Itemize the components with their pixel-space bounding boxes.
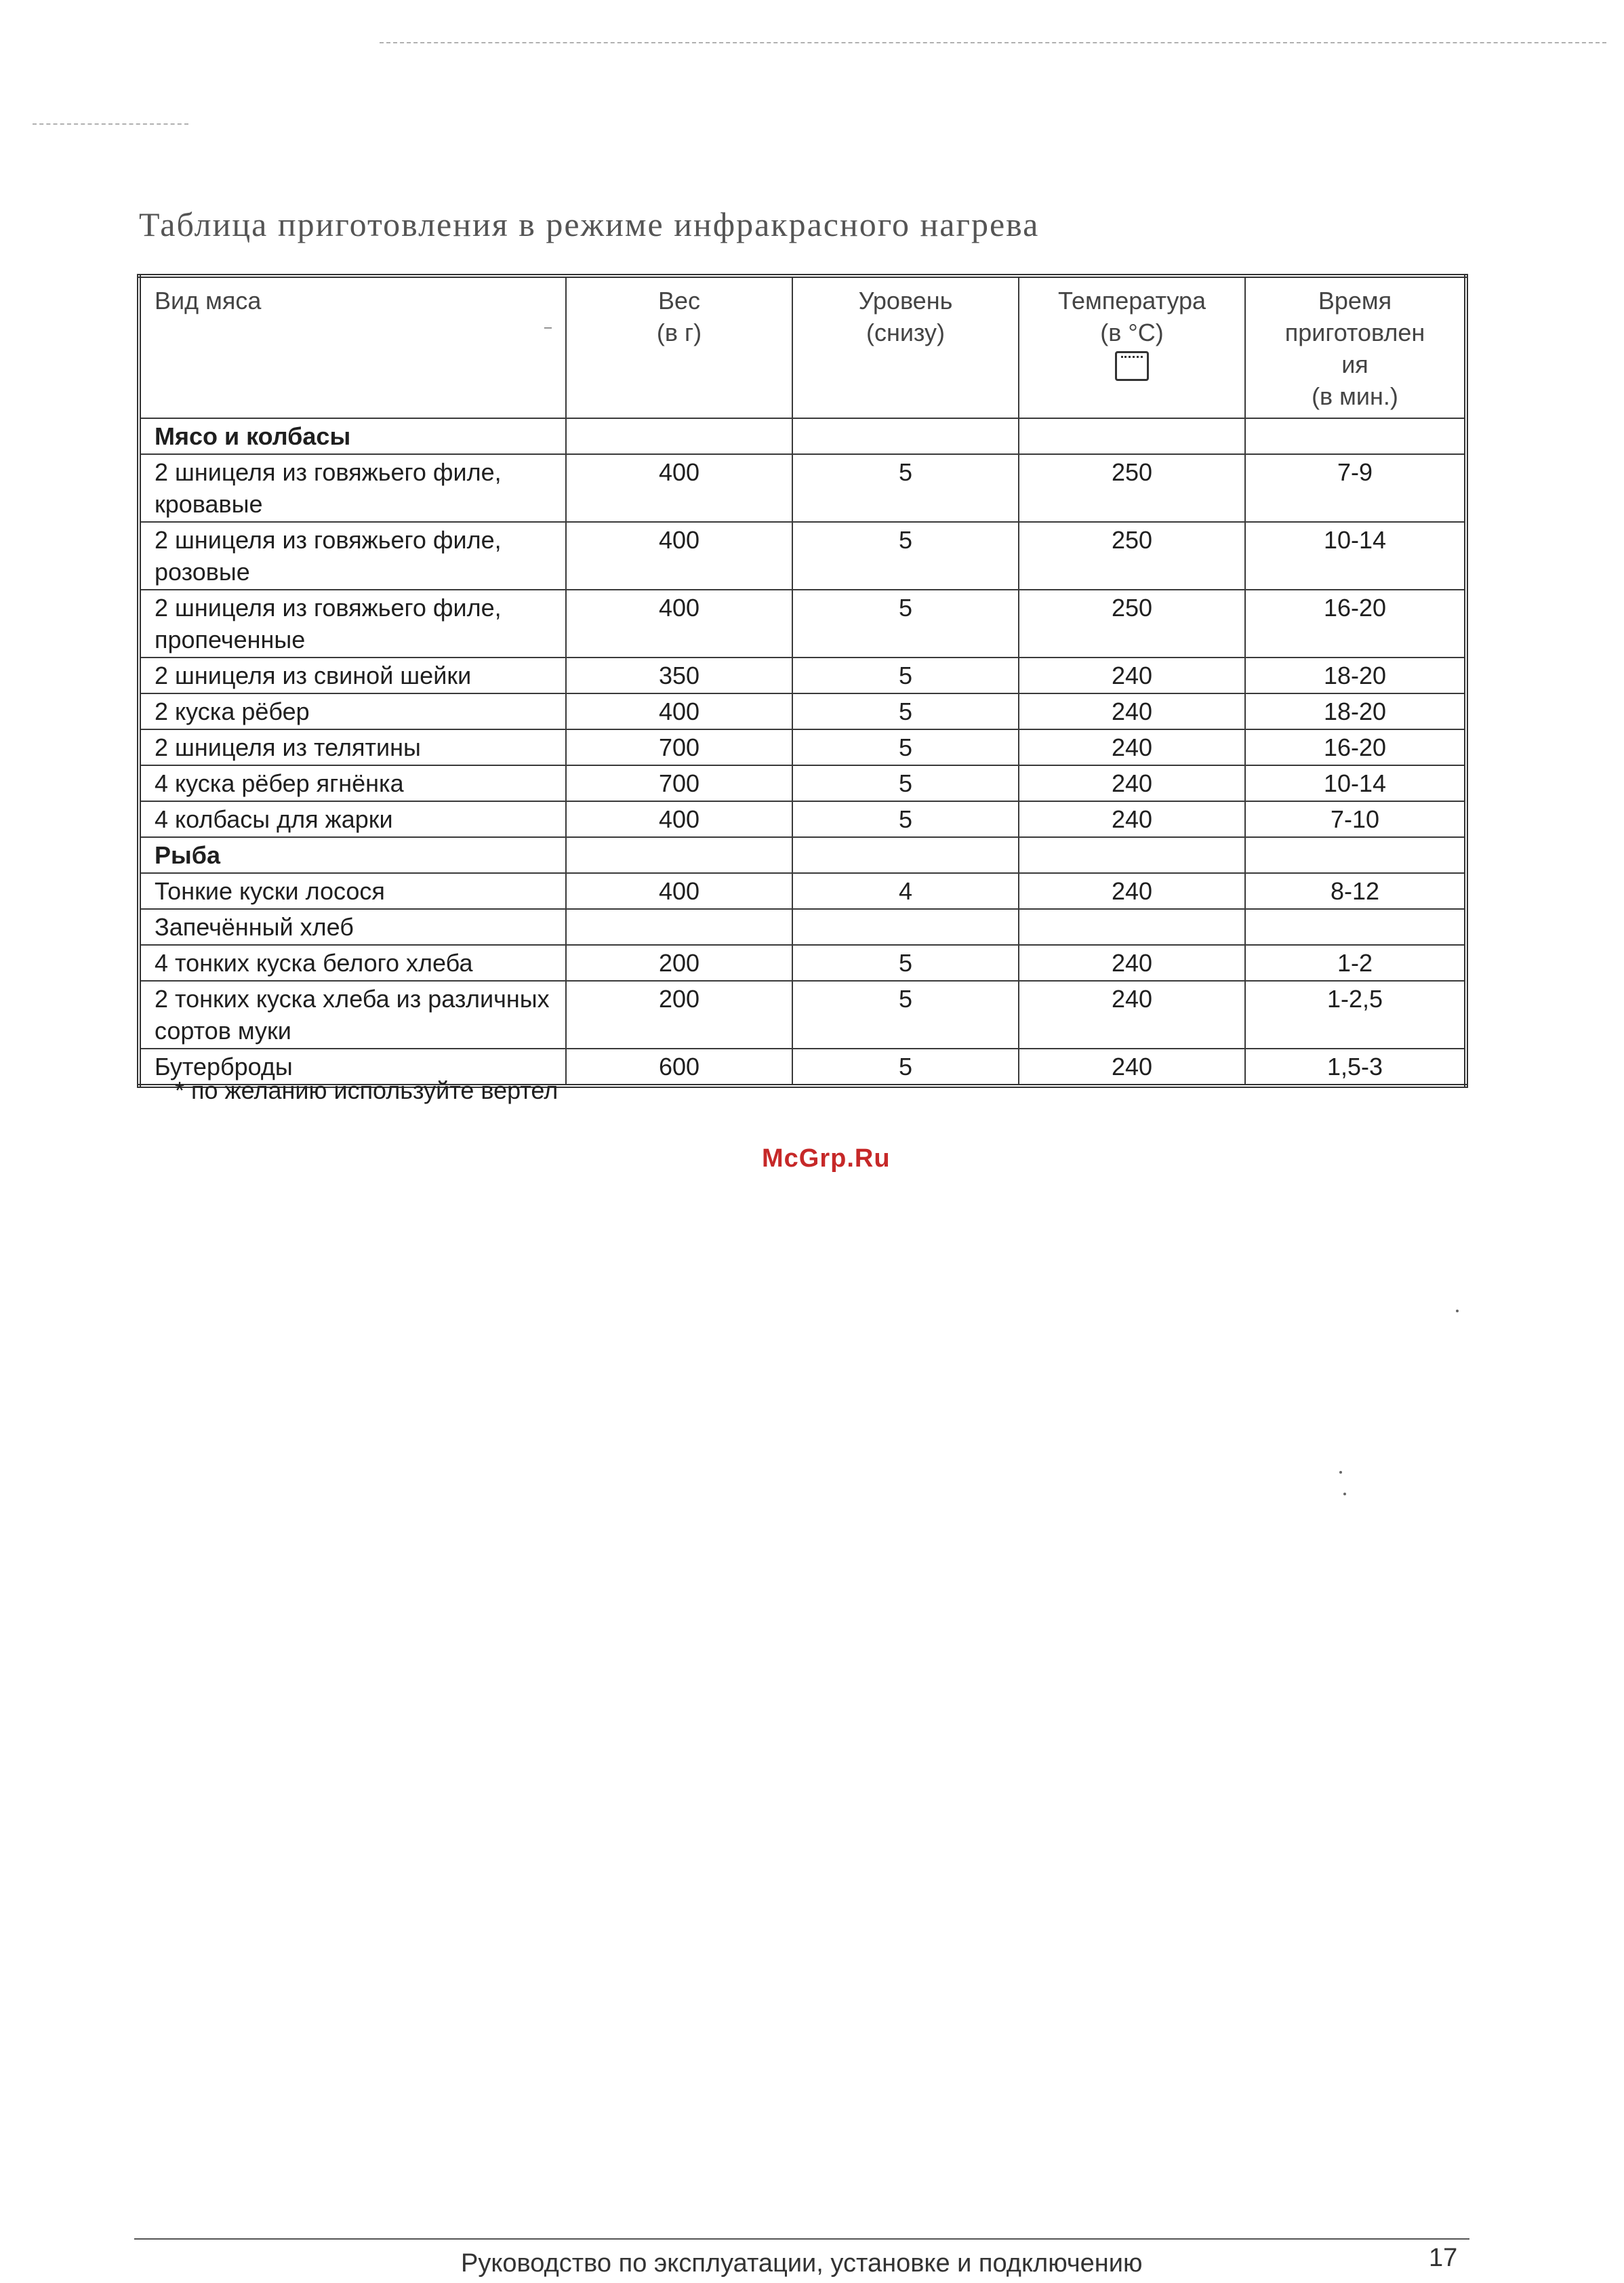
cell-temperature: 240 — [1019, 765, 1245, 801]
cell-food-name: 2 шницеля из говяжьего филе, пропеченные — [139, 590, 566, 658]
cell-food-name: 4 колбасы для жарки — [139, 801, 566, 837]
cell-level: 5 — [792, 1049, 1019, 1086]
table-body — [139, 418, 1466, 1086]
cell-time — [1245, 909, 1466, 945]
cell-temperature: 240 — [1019, 873, 1245, 909]
cell-weight — [566, 418, 792, 454]
cell-time — [1245, 418, 1466, 454]
cell-food-name: Запечённый хлеб — [139, 909, 566, 945]
table-row — [139, 945, 1466, 981]
cell-level — [792, 909, 1019, 945]
cell-food-name: Бутерброды — [139, 1049, 566, 1086]
table-header-row — [139, 276, 1466, 418]
cell-weight — [566, 837, 792, 873]
table-row — [139, 590, 1466, 658]
cell-temperature — [1019, 909, 1245, 945]
cell-time: 10-14 — [1245, 765, 1466, 801]
cell-temperature: 240 — [1019, 801, 1245, 837]
cell-time: 7-10 — [1245, 801, 1466, 837]
page-title: Таблица приготовления в режиме инфракрасного нагрева — [139, 205, 1040, 243]
cell-weight — [566, 909, 792, 945]
cell-time: 16-20 — [1245, 590, 1466, 658]
table-row — [139, 729, 1466, 765]
cell-food-name: Рыба — [139, 837, 566, 873]
cell-weight: 200 — [566, 945, 792, 981]
cell-time: 18-20 — [1245, 658, 1466, 693]
cell-weight: 400 — [566, 873, 792, 909]
table-section-row — [139, 837, 1466, 873]
cell-weight: 400 — [566, 590, 792, 658]
watermark: McGrp.Ru — [762, 1144, 891, 1173]
cell-weight: 350 — [566, 658, 792, 693]
scan-artifact-line — [380, 42, 1606, 43]
table-row — [139, 801, 1466, 837]
cell-level: 4 — [792, 873, 1019, 909]
table-row — [139, 909, 1466, 945]
cell-temperature: 250 — [1019, 522, 1245, 590]
table-row — [139, 981, 1466, 1049]
cell-temperature: 240 — [1019, 729, 1245, 765]
cell-temperature: 250 — [1019, 590, 1245, 658]
cell-level — [792, 418, 1019, 454]
footnote: * по желанию используйте вертел — [175, 1076, 559, 1104]
cell-weight: 700 — [566, 765, 792, 801]
cell-time: 1,5-3 — [1245, 1049, 1466, 1086]
scan-artifact-line — [33, 123, 188, 125]
cell-food-name: 2 шницеля из свиной шейки — [139, 658, 566, 693]
cell-food-name: 4 тонких куска белого хлеба — [139, 945, 566, 981]
cell-level: 5 — [792, 765, 1019, 801]
oven-grill-icon — [1115, 351, 1149, 381]
scan-speck — [1343, 1493, 1346, 1495]
cell-food-name: 2 шницеля из говяжьего филе, кровавые — [139, 454, 566, 522]
cell-level: 5 — [792, 522, 1019, 590]
cell-level: 5 — [792, 693, 1019, 729]
cooking-table — [137, 274, 1468, 1088]
cell-time: 1-2 — [1245, 945, 1466, 981]
cell-temperature — [1019, 418, 1245, 454]
table-row — [139, 454, 1466, 522]
cell-food-name: 2 шницеля из телятины — [139, 729, 566, 765]
cell-weight: 400 — [566, 522, 792, 590]
cell-level: 5 — [792, 945, 1019, 981]
cell-level: 5 — [792, 590, 1019, 658]
cell-level: 5 — [792, 729, 1019, 765]
cell-weight: 600 — [566, 1049, 792, 1086]
footer-divider — [134, 2238, 1469, 2240]
cell-temperature: 240 — [1019, 945, 1245, 981]
cell-level: 5 — [792, 658, 1019, 693]
cell-time: 7-9 — [1245, 454, 1466, 522]
cell-time: 18-20 — [1245, 693, 1466, 729]
header-temperature-label: Температура (в °C) — [1057, 287, 1206, 346]
cell-time: 16-20 — [1245, 729, 1466, 765]
cell-temperature: 240 — [1019, 981, 1245, 1049]
cell-time: 8-12 — [1245, 873, 1466, 909]
cell-food-name: Тонкие куски лосося — [139, 873, 566, 909]
cell-food-name: Мясо и колбасы — [139, 418, 566, 454]
cell-level: 5 — [792, 981, 1019, 1049]
cell-time: 1-2,5 — [1245, 981, 1466, 1049]
tick-mark: – — [544, 320, 552, 335]
cell-food-name: 2 шницеля из говяжьего филе, розовые — [139, 522, 566, 590]
cell-level: 5 — [792, 454, 1019, 522]
cell-food-name: 2 куска рёбер — [139, 693, 566, 729]
page-number: 17 — [1429, 2244, 1458, 2272]
footer-text: Руководство по эксплуатации, установке и подключению — [461, 2249, 1143, 2278]
table-row — [139, 693, 1466, 729]
scan-speck — [1339, 1471, 1342, 1474]
header-meat-type-label: Вид мяса — [155, 287, 262, 315]
cell-food-name: 4 куска рёбер ягнёнка — [139, 765, 566, 801]
table-row — [139, 873, 1466, 909]
header-level: Уровень (снизу) — [792, 276, 1019, 418]
table-row — [139, 522, 1466, 590]
cell-temperature: 240 — [1019, 693, 1245, 729]
cell-weight: 700 — [566, 729, 792, 765]
cell-time — [1245, 837, 1466, 873]
cell-food-name: 2 тонких куска хлеба из различных сортов муки — [139, 981, 566, 1049]
cell-temperature: 240 — [1019, 1049, 1245, 1086]
header-meat-type — [139, 276, 566, 418]
cell-temperature: 250 — [1019, 454, 1245, 522]
cell-time: 10-14 — [1245, 522, 1466, 590]
cell-weight: 400 — [566, 801, 792, 837]
cell-weight: 400 — [566, 454, 792, 522]
cell-weight: 200 — [566, 981, 792, 1049]
table-section-row — [139, 418, 1466, 454]
table-row — [139, 658, 1466, 693]
header-time: Время приготовлен ия (в мин.) — [1245, 276, 1466, 418]
cell-temperature — [1019, 837, 1245, 873]
cell-weight: 400 — [566, 693, 792, 729]
header-temperature — [1019, 276, 1245, 418]
cell-level — [792, 837, 1019, 873]
cell-temperature: 240 — [1019, 658, 1245, 693]
table-row — [139, 765, 1466, 801]
cell-level: 5 — [792, 801, 1019, 837]
header-weight: Вес (в г) — [566, 276, 792, 418]
scan-speck — [1456, 1310, 1459, 1312]
